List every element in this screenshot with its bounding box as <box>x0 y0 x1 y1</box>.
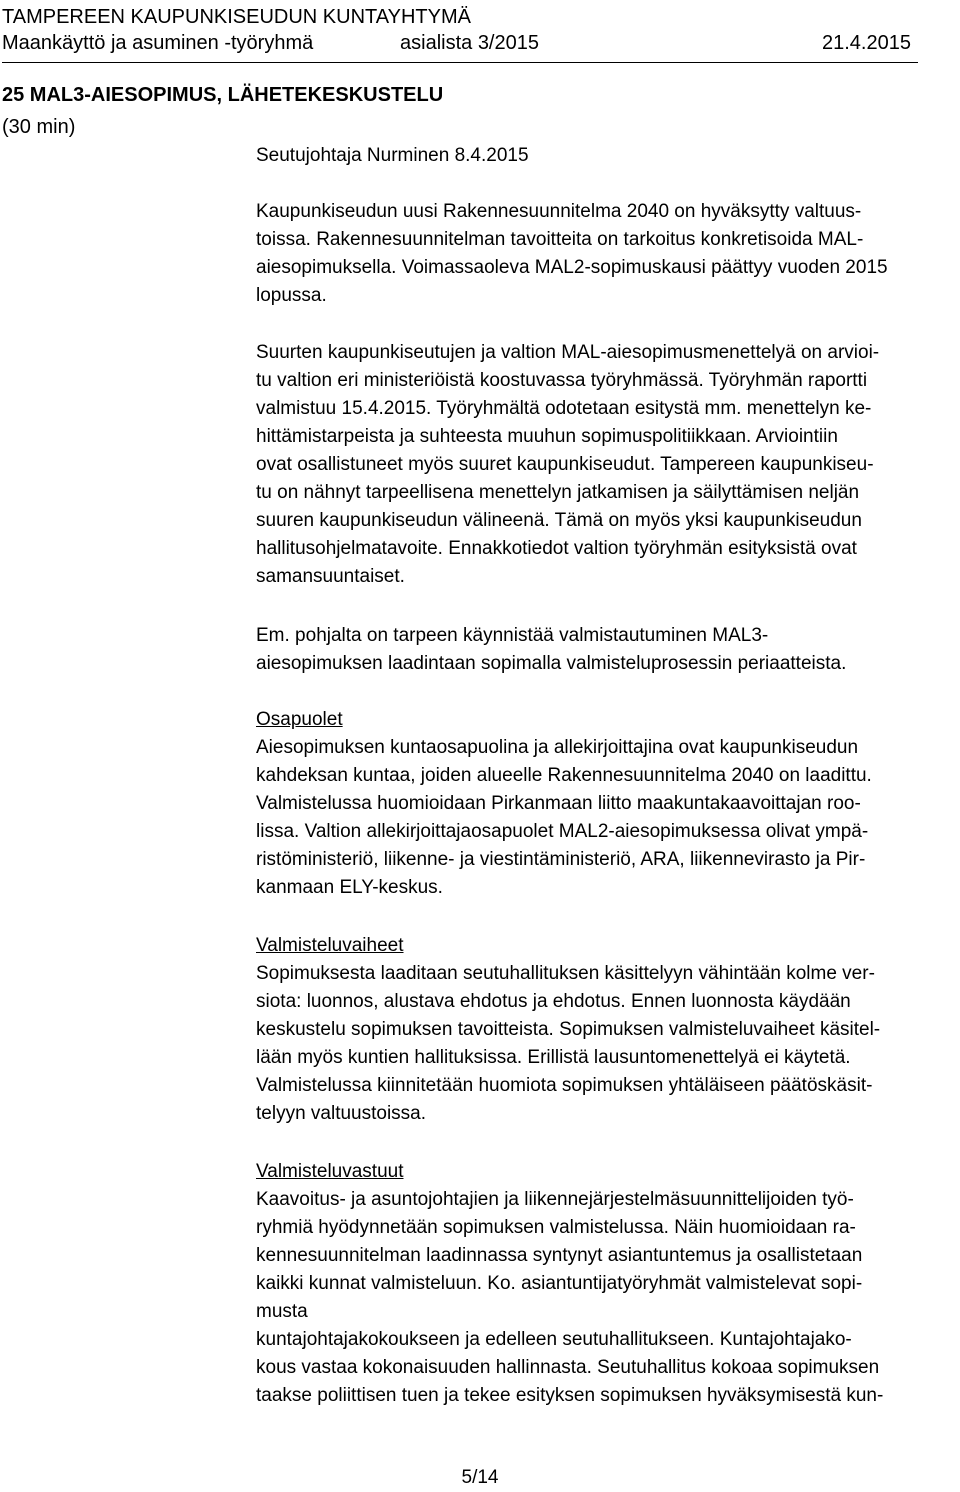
paragraph: Em. pohjalta on tarpeen käynnistää valmistautuminen MAL3- aiesopimuksen laadintaan sopimalla valmisteluprosessin periaatteista. <box>256 625 847 674</box>
page-number: 5/14 <box>461 1467 499 1488</box>
item-title: 25 MAL3-AIESOPIMUS, LÄHETEKESKUSTELU <box>2 84 444 106</box>
paragraph: Suurten kaupunkiseutujen ja valtion MAL-aiesopimusmenettelyä on arvioi- tu valtion eri ministeriöistä koostuvassa työryhmässä. Työryhmän raportti valmistuu 15.4.2015. Työryhmältä odotetaan esitystä mm. menettelyn ke- hittämistarpeista ja suhteesta muuhun sopimuspolitiikkaan. Arviointiin ovat osallistuneet myös suuret kaupunkiseudut. Tampereen kaupunkiseu- tu on nähnyt tarpeellisena menettelyn jatkamisen ja säilyttämisen neljän suuren kaupunkiseudun välineenä. Tämä on myös yksi kaupunkiseudun hallitusohjelmatavoite. Ennakkotiedot valtion työryhmän esityksistä ovat samansuuntaiset. <box>256 342 880 587</box>
section-heading: Valmisteluvastuut <box>256 1161 404 1182</box>
item-duration: (30 min) <box>2 116 76 138</box>
working-group: Maankäyttö ja asuminen -työryhmä <box>2 32 314 54</box>
section-heading: Valmisteluvaiheet <box>256 935 404 956</box>
header-meta <box>2 30 920 56</box>
meeting-date: 21.4.2015 <box>822 32 911 54</box>
section-heading: Osapuolet <box>256 709 343 730</box>
header-divider <box>2 62 918 63</box>
presenter: Seutujohtaja Nurminen 8.4.2015 <box>256 145 529 166</box>
agenda-number: asialista 3/2015 <box>400 32 539 54</box>
section-valmisteluvastuut: Valmisteluvastuut Kaavoitus- ja asuntojohtajien ja liikennejärjestelmäsuunnittelijoiden työ- ryhmiä hyödynnetään sopimuksen valmistelussa. Näin huomioidaan ra- kennesuunnitelman laadinnassa syntynyt asiantuntemus ja osallistetaan kaikki kunnat valmisteluun. Ko. asiantuntijatyöryhmät valmistelevat sopi- musta kuntajohtajakokoukseen ja edelleen seutuhallitukseen. Kuntajohtajako- kous vastaa kokonaisuuden hallinnasta. Seutuhallitus kokoaa sopimuksen taakse poliittisen tuen ja tekee esityksen sopimuksen hyväksymisestä kun- <box>256 1158 956 1410</box>
paragraph: Kaupunkiseudun uusi Rakennesuunnitelma 2040 on hyväksytty valtuus- toissa. Rakennesuunnitelman tavoitteita on tarkoitus konkretisoida MAL- aiesopimuksella. Voimassaoleva MAL2-sopimuskausi päättyy vuoden 2015 lopussa. <box>256 201 888 306</box>
section-osapuolet: Osapuolet Aiesopimuksen kuntaosapuolina ja allekirjoittajina ovat kaupunkiseudun kahdeksan kuntaa, joiden alueelle Rakennesuunnitelma 2040 on laadittu. Valmistelussa huomioidaan Pirkanmaan liitto maakuntakaavoittajan roo- lissa. Valtion allekirjoittajaosapuolet MAL2-aiesopimuksessa olivat ympä- ristöministeriö, liikenne- ja viestintäministeriö, ARA, liikennevirasto ja Pir- kanmaan ELY-keskus. <box>256 706 956 902</box>
document-header <box>2 4 920 56</box>
section-valmisteluvaiheet: Valmisteluvaiheet Sopimuksesta laaditaan seutuhallituksen käsittelyyn vähintään kolme ver- siota: luonnos, alustava ehdotus ja ehdotus. Ennen luonnosta käydään keskustelu sopimuksen tavoitteista. Sopimuksen valmisteluvaiheet käsitel- lään myös kuntien hallituksissa. Erillistä lausuntomenettelyä ei käytetä. Valmistelussa kiinnitetään huomiota sopimuksen yhtäläiseen päätöskäsit- telyyn valtuustoissa. <box>256 932 956 1128</box>
organization-name: TAMPEREEN KAUPUNKISEUDUN KUNTAYHTYMÄ <box>2 6 471 28</box>
